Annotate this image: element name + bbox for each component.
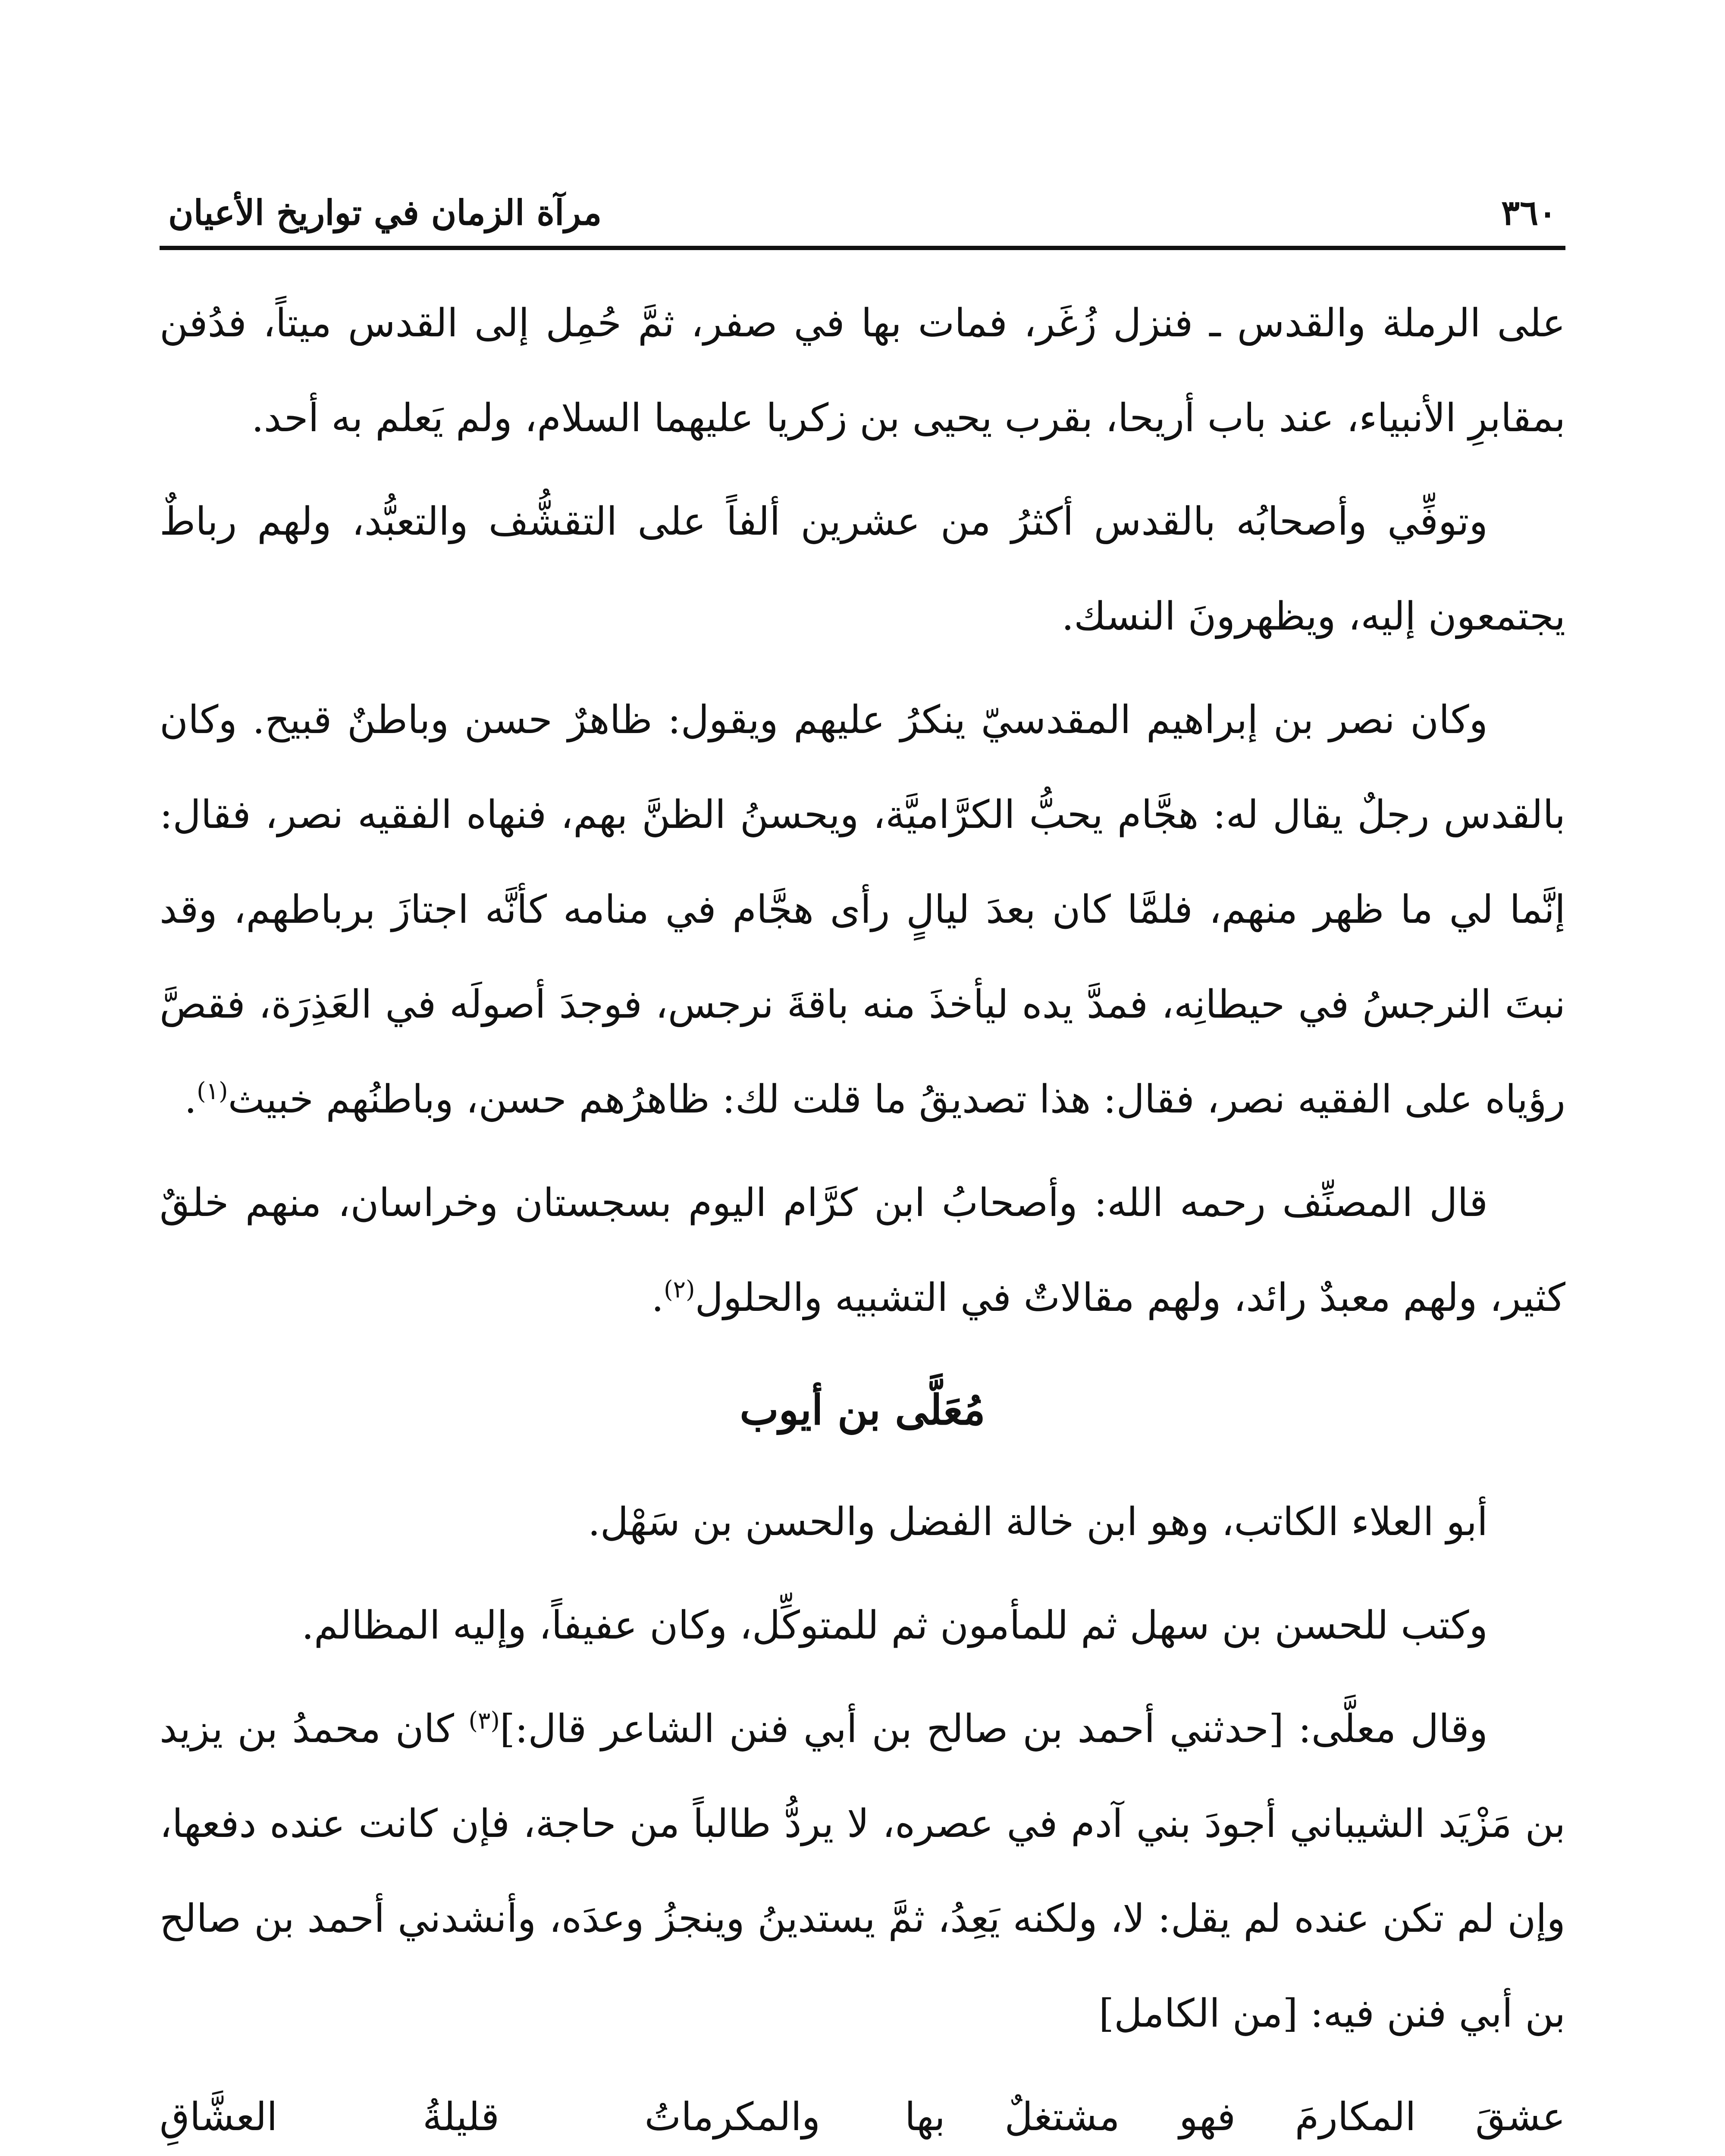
paragraph-4-text: قال المصنِّف رحمه الله: وأصحابُ ابن كرَّام اليوم بسجستان وخراسان، منهم خلقٌ كثير، ولهم معبدٌ رائد، ولهم مقالاتٌ في التشبيه والحلول bbox=[160, 1180, 1565, 1320]
paragraph-3: وكان نصر بن إبراهيم المقدسيّ ينكرُ عليهم ويقول: ظاهرٌ حسن وباطنٌ قبيح. وكان بالقدس رجلٌ يقال له: هجَّام يحبُّ الكرَّاميَّة، ويحسنُ الظنَّ بهم، فنهاه الفقيه نصر، فقال: إنَّما لي ما ظهر منهم، فلمَّا كان بعدَ ليالٍ رأى هجَّام في منامه كأنَّه اجتازَ برباطهم، وقد نبتَ النرجسُ في حيطانِه، فمدَّ يده ليأخذَ منه باقةَ نرجس، فوجدَ أصولَه في العَذِرَة، فقصَّ رؤياه على الفقيه نصر، فقال: هذا تصديقُ ما قلت لك: ظاهرُهم حسن، وباطنُهم خبيث$^{(١)}$. bbox=[160, 697, 1565, 1122]
footnote-ref-2: (٢) bbox=[664, 1275, 695, 1303]
paragraph-5: أبو العلاء الكاتب، وهو ابن خالة الفضل والحسن بن سَهْل. bbox=[588, 1499, 1488, 1545]
footnote-ref-1: (١) bbox=[197, 1077, 228, 1105]
book-title: مرآة الزمان في تواريخ الأعيان bbox=[168, 192, 602, 233]
paragraph-3-text: وكان نصر بن إبراهيم المقدسيّ ينكرُ عليهم ويقول: ظاهرٌ حسن وباطنٌ قبيح. وكان بالقدس رجلٌ يقال له: هجَّام يحبُّ الكرَّاميَّة، ويحسنُ الظنَّ بهم، فنهاه الفقيه نصر، فقال: إنَّما لي ما ظهر منهم، فلمَّا كان بعدَ ليالٍ رأى هجَّام في منامه كأنَّه اجتازَ برباطهم، وقد نبتَ النرجسُ في حيطانِه، فمدَّ يده ليأخذَ منه باقةَ نرجس، فوجدَ أصولَه في العَذِرَة، فقصَّ رؤياه على الفقيه نصر، فقال: هذا تصديقُ ما قلت لك: ظاهرُهم حسن، وباطنُهم خبيث bbox=[160, 697, 1565, 1122]
page-number: ٣٦٠ bbox=[1501, 192, 1557, 233]
verse-line-1 bbox=[160, 2070, 1565, 2156]
section-heading: مُعَلَّى بن أيوب bbox=[740, 1385, 985, 1434]
verse-1-second-hemistich: والمكرماتُ قليلةُ العشَّاقِ bbox=[160, 2094, 821, 2140]
paragraph-6: وكتب للحسن بن سهل ثم للمأمون ثم للمتوكِّل، وكان عفيفاً، وإليه المظالم. bbox=[301, 1603, 1488, 1648]
paragraph-4: قال المصنِّف رحمه الله: وأصحابُ ابن كرَّام اليوم بسجستان وخراسان، منهم خلقٌ كثير، ولهم معبدٌ رائد، ولهم مقالاتٌ في التشبيه والحلول$^{(٢)}$. bbox=[160, 1180, 1565, 1320]
paragraph-1: على الرملة والقدس ـ فنزل زُغَر، فمات بها في صفر، ثمَّ حُمِل إلى القدس ميتاً، فدُفن بمقابرِ الأنبياء، عند باب أريحا، بقرب يحيى بن زكريا عليهما السلام، ولم يَعلم به أحد. bbox=[160, 301, 1565, 441]
paragraph-7-text-a: وقال معلَّى: [حدثني أحمد بن صالح بن أبي فنن الشاعر قال:] bbox=[499, 1706, 1488, 1752]
footnote-ref-3: (٣) bbox=[468, 1707, 500, 1734]
main-text bbox=[160, 276, 1565, 2156]
paragraph-7 bbox=[160, 1682, 1565, 2061]
verse-1-first-hemistich: عشقَ المكارمَ فهو مشتغلٌ بها bbox=[904, 2094, 1565, 2140]
running-header bbox=[160, 172, 1565, 250]
paragraph-7-text-b: كان محمدُ بن يزيد بن مَزْيَد الشيباني أجودَ بني آدم في عصره، لا يردُّ طالباً من حاجة، فإن كانت عنده دفعها، وإن لم تكن عنده لم يقل: لا، ولكنه يَعِدُ، ثمَّ يستدينُ وينجزُ وعدَه، وأنشدني أحمد بن صالح بن أبي فنن فيه: [من الكامل] bbox=[160, 1706, 1565, 2036]
paragraph-2: وتوفِّي وأصحابُه بالقدس أكثرُ من عشرين ألفاً على التقشُّف والتعبُّد، ولهم رباطٌ يجتمعون إليه، ويظهرونَ النسك. bbox=[160, 499, 1565, 639]
